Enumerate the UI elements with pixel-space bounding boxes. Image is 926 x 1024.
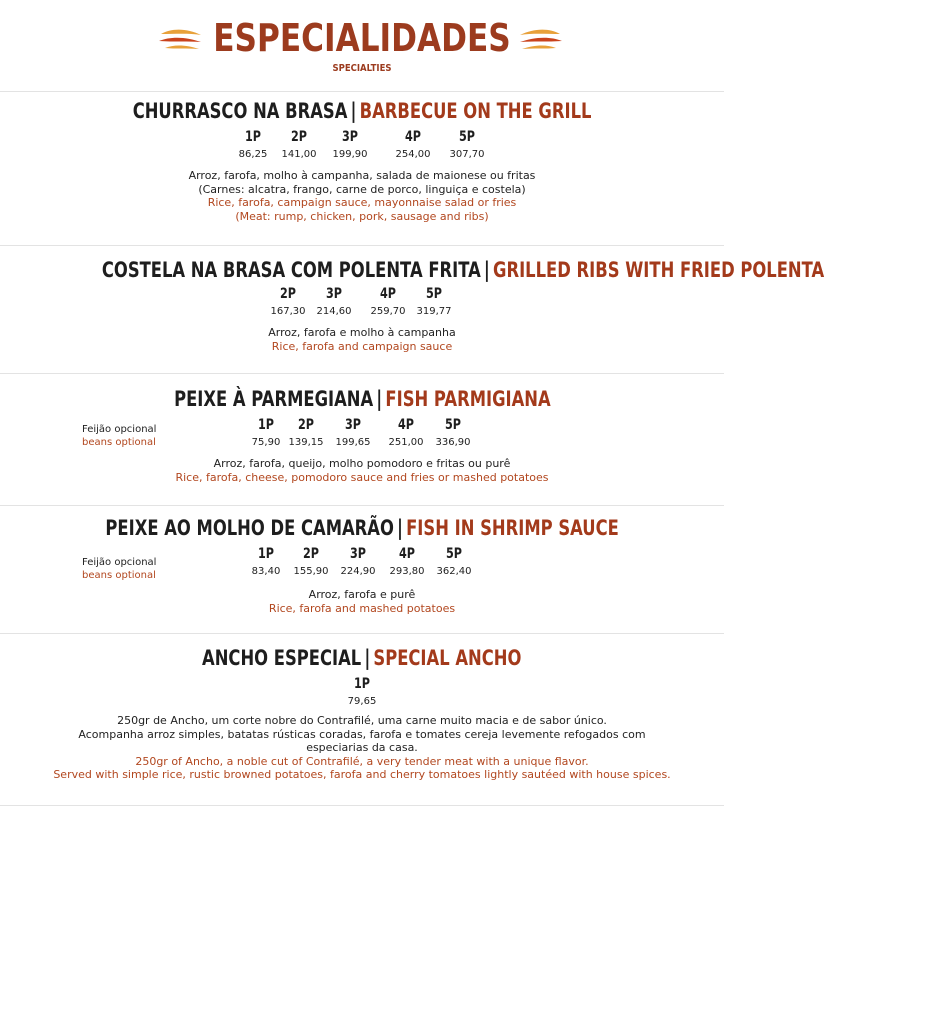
dish-title: CHURRASCO NA BRASA | BARBECUE ON THE GRILL (132, 99, 592, 123)
dish-title-en: BARBECUE ON THE GRILL (359, 99, 592, 123)
price-2p: 2P 141,00 (281, 129, 317, 160)
dish-title: PEIXE À PARMEGIANA | FISH PARMIGIANA (173, 387, 551, 411)
dish-title-pt: COSTELA NA BRASA COM POLENTA FRITA (101, 258, 481, 282)
beans-optional-note: Feijão opcional beans optional (82, 424, 157, 448)
dish-churrasco (0, 99, 724, 223)
dish-title-en: FISH IN SHRIMP SAUCE (405, 516, 619, 540)
beans-optional-note: Feijão opcional beans optional (82, 557, 157, 581)
price-5p: 5P 336,90 (435, 417, 471, 448)
dish-title: PEIXE AO MOLHO DE CAMARÃO | FISH IN SHRIMP SAUCE (105, 516, 619, 540)
dish-costela (0, 258, 825, 353)
price-4p: 4P 254,00 (395, 129, 431, 160)
price-1p: 1P 83,40 (251, 546, 281, 577)
divider (0, 505, 724, 506)
dish-description-en: Rice, farofa and campaign sauce (271, 339, 453, 353)
dish-title-en: GRILLED RIBS WITH FRIED POLENTA (493, 258, 825, 282)
price-table (0, 286, 724, 326)
price-4p: 4P 251,00 (388, 417, 424, 448)
price-2p: 2P 139,15 (288, 417, 324, 448)
price-3p: 3P 199,90 (332, 129, 368, 160)
dish-title-en: FISH PARMIGIANA (385, 387, 551, 411)
dish-description-pt: Arroz, farofa, queijo, molho pomodoro e fritas ou purê (213, 457, 511, 470)
dish-description-pt: Arroz, farofa e molho à campanha (268, 326, 456, 339)
dish-title: ANCHO ESPECIAL | SPECIAL ANCHO (202, 646, 522, 670)
divider (0, 245, 724, 246)
price-1p: 1P 79,65 (347, 676, 377, 707)
divider (0, 805, 724, 806)
price-5p: 5P 362,40 (436, 546, 472, 577)
price-3p: 3P 199,65 (335, 417, 371, 448)
price-1p: 1P 86,25 (238, 129, 268, 160)
dish-title-pt: ANCHO ESPECIAL (202, 646, 362, 670)
page-title: ESPECIALIDADES (213, 16, 511, 60)
price-3p: 3P 224,90 (340, 546, 376, 577)
price-3p: 3P 214,60 (316, 286, 352, 317)
menu-header (0, 0, 724, 92)
dish-title-pt: CHURRASCO NA BRASA (132, 99, 348, 123)
price-table (0, 129, 724, 169)
dish-description-en: Rice, farofa, campaign sauce, mayonnaise salad or fries (Meat: rump, chicken, pork, sausage and ribs) (207, 196, 517, 223)
divider (0, 633, 724, 634)
dish-description-pt: Arroz, farofa, molho à campanha, salada de maionese ou fritas (Carnes: alcatra, frango, carne de porco, linguiça e costela) (188, 169, 536, 196)
dish-description-en: Rice, farofa, cheese, pomodoro sauce and fries or mashed potatoes (175, 470, 549, 484)
divider (0, 91, 724, 92)
dish-title: COSTELA NA BRASA COM POLENTA FRITA | GRILLED RIBS WITH FRIED POLENTA (101, 258, 825, 282)
chili-swoosh-icon (518, 26, 564, 52)
page-subtitle: SPECIALTIES (332, 63, 392, 74)
price-5p: 5P 319,77 (416, 286, 452, 317)
price-table (0, 676, 724, 714)
dish-ancho-especial (0, 646, 724, 782)
dish-description-en: 250gr of Ancho, a noble cut of Contrafilé, a very tender meat with a unique flavor. Served with simple rice, rustic browned potatoes, farofa and cherry tomatoes lightly sautéed with house spices. (53, 754, 671, 781)
price-4p: 4P 293,80 (389, 546, 425, 577)
dish-title-pt: PEIXE AO MOLHO DE CAMARÃO (105, 516, 394, 540)
price-5p: 5P 307,70 (449, 129, 485, 160)
price-4p: 4P 259,70 (370, 286, 406, 317)
dish-description-pt: 250gr de Ancho, um corte nobre do Contrafilé, uma carne muito macia e de sabor único. Acompanha arroz simples, batatas rústicas coradas, farofa e tomates cereja levemente refogados com especiarias da casa. (78, 714, 646, 754)
divider (0, 373, 724, 374)
dish-description-pt: Arroz, farofa e purê (308, 588, 416, 601)
price-2p: 2P 155,90 (293, 546, 329, 577)
dish-title-pt: PEIXE À PARMEGIANA (173, 387, 373, 411)
price-2p: 2P 167,30 (270, 286, 306, 317)
dish-description-en: Rice, farofa and mashed potatoes (268, 601, 456, 615)
price-1p: 1P 75,90 (251, 417, 281, 448)
dish-title-en: SPECIAL ANCHO (373, 646, 522, 670)
